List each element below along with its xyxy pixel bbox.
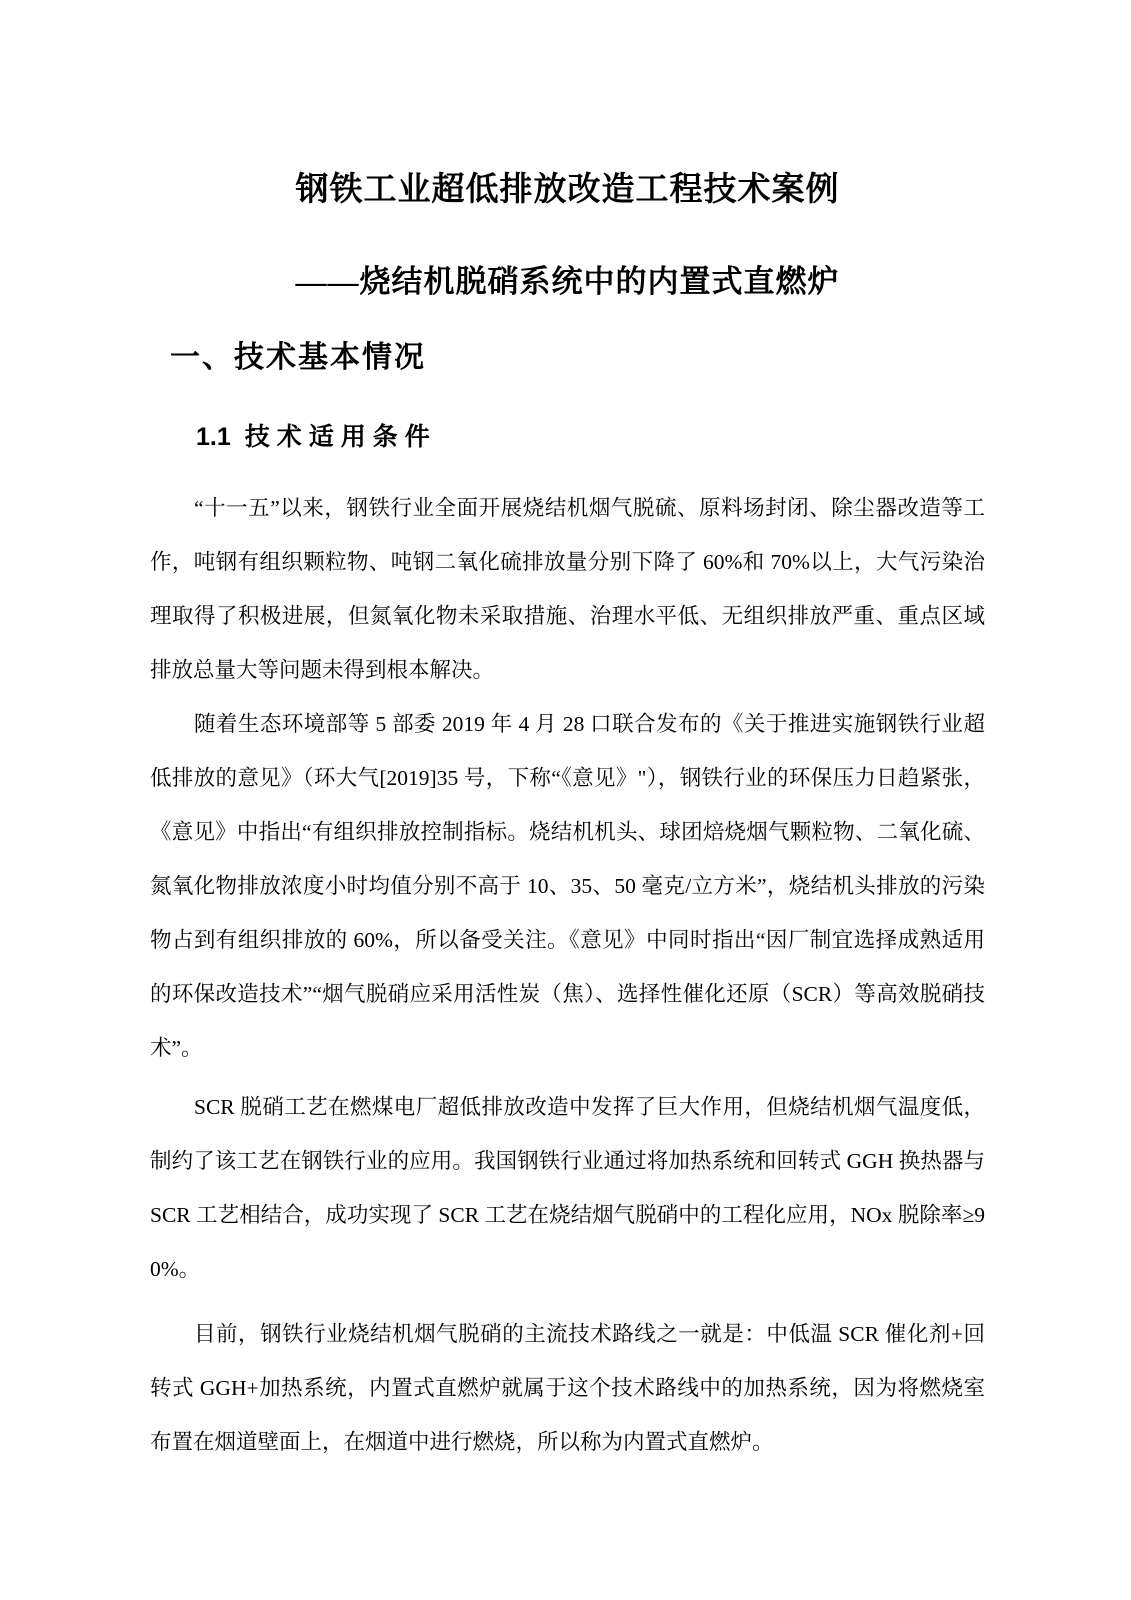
document-title: 钢铁工业超低排放改造工程技术案例 bbox=[295, 172, 840, 208]
subsection-number: 1.1 bbox=[196, 423, 231, 451]
subsection-title: 技术适用条件 bbox=[244, 424, 437, 451]
body-text bbox=[150, 481, 985, 1469]
section-heading: 一、技术基本情况 bbox=[170, 341, 426, 374]
document-subtitle: ——烧结机脱硝系统中的内置式直燃炉 bbox=[295, 264, 840, 299]
subsection-heading bbox=[196, 417, 985, 453]
body-paragraph-2: 随着生态环境部等 5 部委 2019 年 4 月 28 口联合发布的《关于推进实施钢铁行业超低排放的意见》（环大气[2019]35 号，下称“《意见》"），钢铁行业的环保压力日趋紧张，《意见》中指出“有组织排放控制指标。烧结机机头、球团焙烧烟气颗粒物、二氧化硫、氮氧化物排放浓度小时均值分别不高于 10、35、50 毫克/立方米”，烧结机头排放的污染物占到有组织排放的 60%，所以备受关注。《意见》中同时指出“因厂制宜选择成熟适用的环保改造技术”“烟气脱硝应采用活性炭（焦）、选择性催化还原（SCR）等高效脱硝技术”。 bbox=[150, 712, 985, 1060]
body-paragraph-1: “十一五”以来，钢铁行业全面开展烧结机烟气脱硫、原料场封闭、除尘器改造等工作，吨钢有组织颗粒物、吨钢二氧化硫排放量分别下降了 60%和 70%以上，大气污染治理取得了积极进展，但氮氧化物未采取措施、治理水平低、无组织排放严重、重点区域排放总量大等问题未得到根本解决。 bbox=[150, 496, 985, 682]
body-paragraph-3: SCR 脱硝工艺在燃煤电厂超低排放改造中发挥了巨大作用，但烧结机烟气温度低，制约了该工艺在钢铁行业的应用。我国钢铁行业通过将加热系统和回转式 GGH 换热器与 SCR 工艺相结合，成功实现了 SCR 工艺在烧结烟气脱硝中的工程化应用，NOx 脱除率≥90%。 bbox=[150, 1095, 985, 1281]
body-paragraph-4: 目前，钢铁行业烧结机烟气脱硝的主流技术路线之一就是：中低温 SCR 催化剂+回转式 GGH+加热系统，内置式直燃炉就属于这个技术路线中的加热系统，因为将燃烧室布置在烟道壁面上，在烟道中进行燃烧，所以称为内置式直燃炉。 bbox=[150, 1322, 985, 1454]
